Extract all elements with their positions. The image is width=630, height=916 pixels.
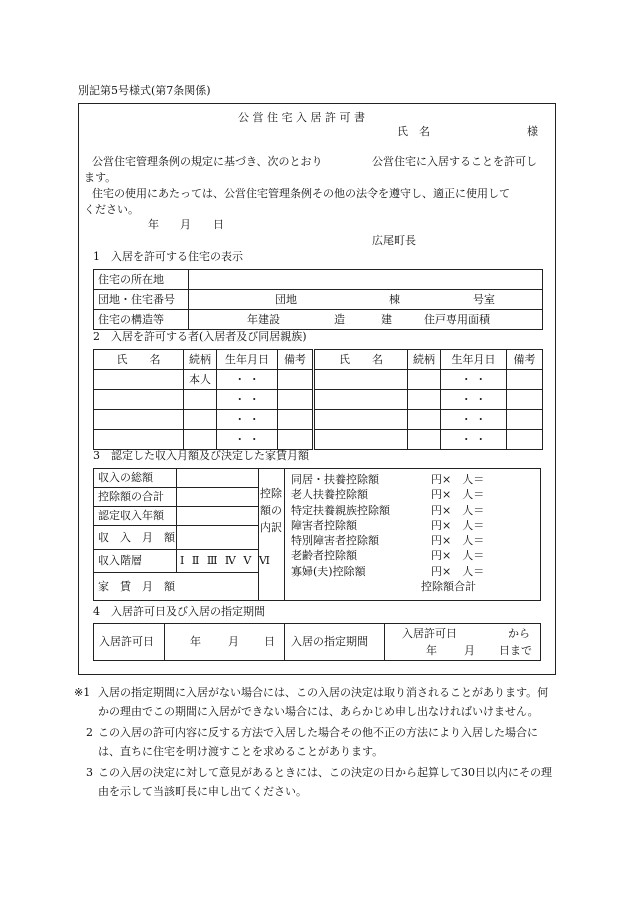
birth-date-dots: ・ ・ (441, 370, 507, 390)
birth-date-dots: ・ ・ (217, 410, 278, 430)
list-item (291, 472, 484, 487)
birth-date-dots: ・ ・ (217, 370, 278, 390)
header-remarks: 備考 (278, 350, 314, 370)
body-paragraph-1b: 公営住宅に入居することを許可し (372, 155, 537, 168)
deduction-label: 同居・扶養控除額 (291, 473, 379, 486)
list-item (291, 487, 484, 502)
period-start: 入居許可日 (402, 627, 457, 640)
table-row (94, 390, 543, 410)
period-table (93, 623, 541, 661)
addressee-honorific: 様 (527, 125, 538, 138)
row-label: 団地・住宅番号 (94, 290, 189, 310)
floors-suffix: 建 (381, 313, 392, 326)
header-birth: 生年月日 (441, 350, 507, 370)
header-birth: 生年月日 (217, 350, 278, 370)
income-tier-options: Ⅰ Ⅱ Ⅲ Ⅳ Ⅴ Ⅵ (180, 554, 272, 567)
section3-heading: 3 認定した収入月額及び決定した家賃月額 (93, 449, 309, 462)
deduction-calc: 円× 人＝ (431, 534, 485, 548)
permit-year: 年 (190, 635, 201, 648)
deduction-calc: 円× 人＝ (431, 549, 485, 563)
floor-area-label: 住戸専用面積 (424, 313, 490, 326)
deduction-label: 特別障害者控除額 (291, 534, 379, 548)
building-suffix: 棟 (389, 293, 400, 306)
form-reference: 別記第5号様式(第7条関係) (78, 84, 211, 97)
relation-self: 本人 (184, 370, 217, 390)
note-mark: ※1 (74, 686, 91, 699)
estate-number-cell (189, 290, 543, 310)
deduction-calc: 円× 人＝ (431, 503, 485, 517)
list-item (291, 518, 484, 533)
issuer: 広尾町長 (372, 234, 416, 247)
deduction-calc: 円× 人＝ (431, 488, 485, 502)
header-name: 氏 名 (94, 350, 184, 370)
deduction-label: 老人扶養控除額 (291, 488, 368, 502)
income-tier-label: 収入階層 (98, 554, 142, 567)
body-paragraph-2b: ください。 (84, 203, 139, 216)
table-row (94, 430, 543, 450)
body-paragraph-1a: 公営住宅管理条例の規定に基づき、次のとおり (92, 155, 323, 168)
note-item (74, 763, 558, 801)
date-month: 月 (180, 218, 191, 231)
deduction-total-label: 控除額の合計 (98, 490, 164, 503)
row-label: 住宅の構造等 (94, 310, 189, 330)
birth-date-dots: ・ ・ (217, 430, 278, 450)
list-item (291, 564, 484, 579)
birth-date-dots: ・ ・ (217, 390, 278, 410)
housing-table (93, 269, 543, 330)
header-remarks: 備考 (507, 350, 543, 370)
table-row (94, 310, 543, 330)
income-total-label: 収入の総額 (98, 471, 153, 484)
deduction-list (291, 472, 484, 594)
list-item (291, 548, 484, 563)
note-item (74, 683, 558, 721)
note-mark: 3 (86, 766, 93, 779)
annual-income-label: 認定収入年額 (98, 509, 164, 522)
date-day: 日 (213, 218, 224, 231)
deduction-label: 老齢者控除額 (291, 549, 357, 563)
note-mark: 2 (86, 726, 93, 739)
section2-heading: 2 入居を許可する者(入居者及び同居親族) (93, 330, 307, 343)
deduction-label: 寡婦(夫)控除額 (291, 564, 366, 578)
residents-table (93, 349, 543, 450)
header-name: 氏 名 (314, 350, 408, 370)
note-text: この入居の許可内容に反する方法で入居した場合その他不正の方法により入居した場合には、直ちに住宅を明け渡すことを求めることがあります。 (98, 726, 538, 758)
body-paragraph-1c: ます。 (84, 171, 117, 184)
permit-month: 月 (228, 635, 239, 648)
monthly-income-label: 収 入 月 額 (98, 531, 175, 544)
document-title: 公 営 住 宅 入 居 許 可 書 (238, 111, 365, 124)
table-row (94, 290, 543, 310)
estate-suffix: 団地 (275, 293, 297, 306)
deduction-calc: 円× 人＝ (431, 473, 485, 486)
permit-date-label: 入居許可日 (99, 635, 154, 648)
row-label: 住宅の所在地 (94, 270, 189, 290)
construction-suffix: 造 (334, 313, 345, 326)
note-text: 入居の指定期間に入居がない場合には、この入居の決定は取り消されることがあります。何かの理由でこの期間に入居ができない場合には、あらかじめ申し出なければいけません。 (98, 686, 549, 718)
birth-date-dots: ・ ・ (441, 390, 507, 410)
section1-heading: 1 入居を許可する住宅の表示 (93, 250, 243, 263)
room-suffix: 号室 (473, 293, 495, 306)
year-built-suffix: 年建設 (247, 313, 280, 326)
table-row (94, 410, 543, 430)
income-rent-table (93, 468, 541, 601)
table-row (94, 370, 543, 390)
birth-date-dots: ・ ・ (441, 430, 507, 450)
body-paragraph-2a: 住宅の使用にあたっては、公営住宅管理条例その他の法令を遵守し、適正に使用して (92, 187, 510, 200)
note-text: この入居の決定に対して意見があるときには、この決定の日から起算して30日以内にその理由を示して当該町長に申し出てください。 (98, 766, 552, 798)
list-item (291, 503, 484, 518)
deduction-breakdown-label: 控除額の内訳 (260, 487, 282, 534)
structure-cell (189, 310, 543, 330)
list-item (291, 533, 484, 548)
period-end-day: 日まで (499, 644, 532, 657)
deduction-total: 控除額合計 (421, 580, 476, 594)
rent-label: 家 賃 月 額 (98, 580, 175, 593)
date-year: 年 (148, 218, 159, 231)
table-header-row (94, 350, 543, 370)
deduction-label: 特定扶養親族控除額 (291, 503, 390, 517)
period-label: 入居の指定期間 (291, 635, 368, 648)
birth-date-dots: ・ ・ (441, 410, 507, 430)
note-item (74, 723, 558, 761)
deduction-calc: 円× 人＝ (431, 518, 485, 532)
period-end-year: 年 (426, 644, 437, 657)
table-row (94, 270, 543, 290)
period-end-month: 月 (464, 644, 475, 657)
addressee-name-label: 氏 名 (397, 125, 430, 138)
deduction-calc: 円× 人＝ (431, 564, 485, 578)
notes (74, 683, 558, 801)
permit-day: 日 (264, 635, 275, 648)
header-relation: 続柄 (408, 350, 441, 370)
location-value (189, 270, 543, 290)
header-relation: 続柄 (184, 350, 217, 370)
deduction-label: 障害者控除額 (291, 518, 357, 532)
section4-heading: 4 入居許可日及び入居の指定期間 (93, 605, 265, 618)
period-from: から (508, 627, 530, 640)
